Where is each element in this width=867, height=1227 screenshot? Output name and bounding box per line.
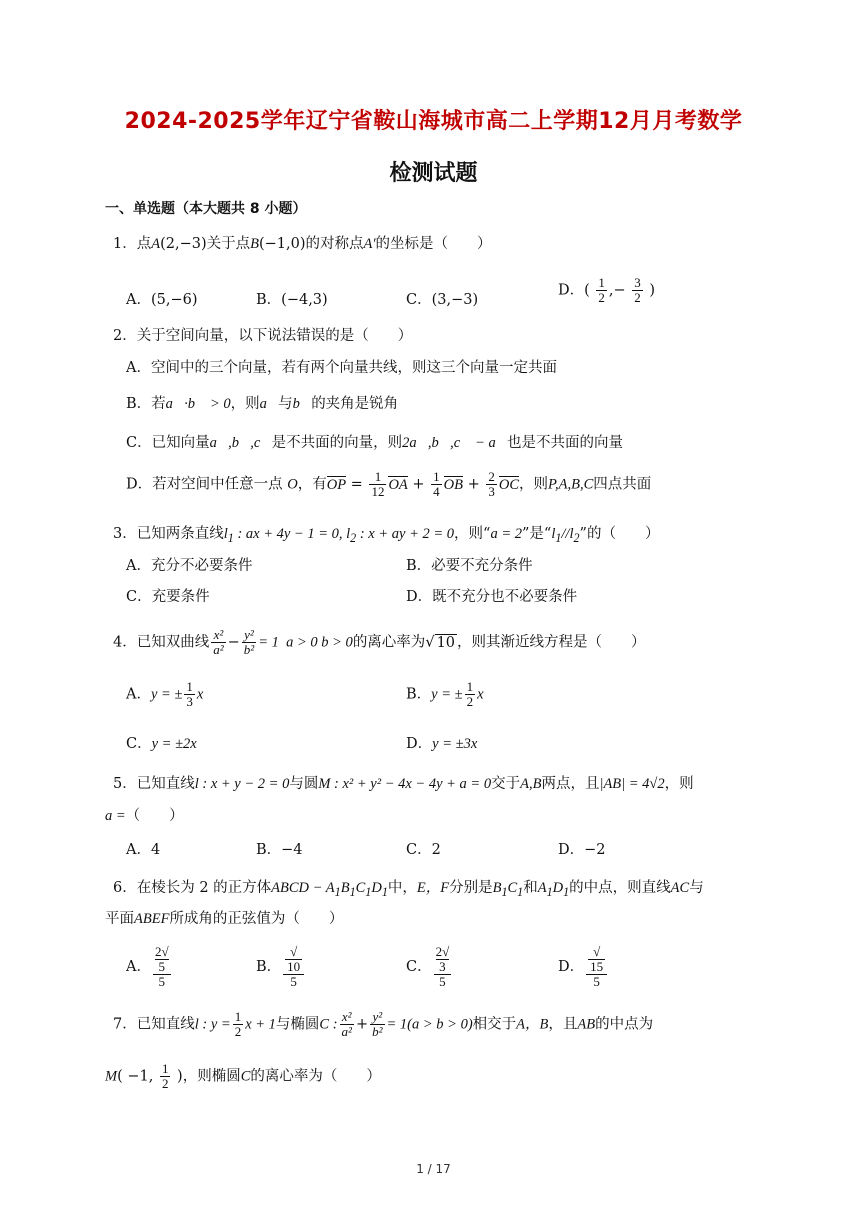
document-title-line2: 检测试题 (389, 161, 478, 186)
question-3-stem: 3．已知两条直线$l_1$ : ax + 4y − 1 = 0, $l_2$ : x + ay + 2 = 0，则“a = 2”是“$l_1//l_2$”的（ ） (113, 526, 660, 545)
question-1-option-a[interactable]: A．(5,−6) (126, 292, 198, 308)
question-4-option-a[interactable]: A．y = ± $\frac{1}{3}$ x (126, 679, 204, 709)
question-5-stem-cont: a =（ ） (105, 808, 184, 824)
question-5-option-d[interactable]: D．−2 (558, 842, 606, 858)
question-5-option-c[interactable]: C．2 (406, 842, 441, 858)
question-2-stem: 2．关于空间向量，以下说法错误的是（ ） (113, 328, 413, 344)
question-6-option-b[interactable]: B． √ 10 5 (256, 945, 306, 989)
question-3-option-b[interactable]: B．必要不充分条件 (406, 558, 533, 574)
question-7-stem: 7．已知直线l : y = $\frac{1}{2}$ x + 1与椭圆C : $\frac{\text{x²}}{\text{a²}}$ + $\frac{\text{y²}}{\text{b²}}$ = 1(a > b > 0)相交于A，B，且AB的中点为 (113, 1009, 654, 1039)
question-5-option-b[interactable]: B．−4 (256, 842, 303, 858)
question-3-option-a[interactable]: A．充分不必要条件 (126, 558, 253, 574)
question-6-option-c[interactable]: C． 2√ 3 5 (406, 944, 450, 989)
question-5-option-a[interactable]: A．4 (126, 842, 161, 858)
question-2-option-a[interactable]: A．空间中的三个向量，若有两个向量共线，则这三个向量一定共面 (126, 360, 557, 376)
question-7-stem-cont: M( −1, $\frac{1}{2}$ )，则椭圆C的离心率为（ ） (105, 1061, 381, 1091)
question-6-option-d[interactable]: D． √ 15 5 (558, 945, 609, 989)
question-5-stem: 5．已知直线l : x + y − 2 = 0与圆M : x² + y² − 4x − 4y + a = 0交于A,B两点，且|AB| = 4√2，则 (113, 776, 694, 792)
question-6-stem-cont: 平面ABEF所成角的正弦值为（ ） (105, 911, 344, 927)
section-heading: 一、单选题（本大题共 8 小题） (105, 201, 307, 217)
question-6-stem: 6．在棱长为 2 的正方体ABCD − $A_1B_1C_1D_1$中，E，F分别是$B_1C_1$和$A_1D_1$的中点，则直线AC与 (113, 880, 704, 899)
question-1-option-d[interactable]: D．( $\frac{1}{2}$ ,− $\frac{3}{2}$ ) (558, 275, 656, 305)
question-1-stem: 1．点A(2,−3)关于点B(−1,0)的对称点A′的坐标是（ ） (113, 236, 492, 252)
question-2-option-b[interactable]: B．若a⃗·b⃗ > 0，则a⃗与b⃗的夹角是锐角 (126, 396, 399, 412)
question-2-option-d[interactable]: D．若对空间中任意一点 O，有OP = $\frac{1}{12}$ OA + $\frac{1}{4}$ OB + $\frac{2}{3}$ OC，则P,A,B,C四点共面 (126, 469, 652, 499)
page-number: 1 / 17 (416, 1162, 451, 1176)
question-6-option-a[interactable]: A． 2√ 5 5 (126, 944, 169, 989)
question-4-option-b[interactable]: B．y = ± $\frac{1}{2}$ x (406, 679, 484, 709)
document-title-line1: 2024-2025学年辽宁省鞍山海城市高二上学期12月月考数学 (124, 109, 743, 134)
question-1-option-c[interactable]: C．(3,−3) (406, 292, 479, 308)
question-1-option-b[interactable]: B．(−4,3) (256, 292, 328, 308)
question-4-option-c[interactable]: C．y = ±2x (126, 736, 197, 752)
question-4-stem: 4．已知双曲线 $\frac{\text{x²}}{\text{a²}}$ − $\frac{\text{y²}}{\text{b²}}$ = 1 a > 0 b > 0的离心率为√ 10 ，则其渐近线方程是（ ） (113, 627, 646, 657)
question-3-option-c[interactable]: C．充要条件 (126, 589, 210, 605)
question-4-option-d[interactable]: D．y = ±3x (406, 736, 478, 752)
question-2-option-c[interactable]: C．已知向量a⃗,b⃗,c⃗是不共面的向量，则2a⃗,b⃗,c⃗ − a⃗也是不共面的向量 (126, 435, 623, 451)
question-3-option-d[interactable]: D．既不充分也不必要条件 (406, 589, 578, 605)
